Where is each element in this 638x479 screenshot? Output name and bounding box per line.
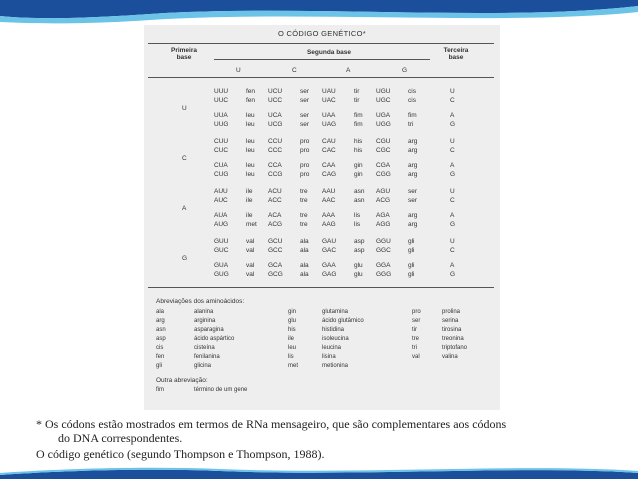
codon-cell: AGA xyxy=(376,212,390,219)
third-base-cell: A xyxy=(450,212,455,219)
amino-acid-cell: asp xyxy=(354,247,365,254)
codon-row xyxy=(144,220,500,229)
codon-cell: UGA xyxy=(376,112,391,119)
codon-cell: ACG xyxy=(268,221,283,228)
amino-acid-cell: fen xyxy=(246,88,256,95)
abbreviations-title: Abreviações dos aminoácidos: xyxy=(156,298,245,305)
amino-acid-cell: val xyxy=(246,238,255,245)
amino-acid-cell: arg xyxy=(408,162,418,169)
codon-cell: UAG xyxy=(322,121,337,128)
amino-acid-cell: leu xyxy=(246,121,255,128)
abbreviation-code: gin xyxy=(288,309,297,315)
decorative-wave-bottom xyxy=(0,459,638,479)
codon-cell: UCG xyxy=(268,121,283,128)
amino-acid-cell: his xyxy=(354,147,363,154)
codon-cell: AUU xyxy=(214,188,228,195)
amino-acid-cell: ile xyxy=(246,188,253,195)
abbreviation-code: pro xyxy=(412,309,421,315)
abbreviation-name: fenilanina xyxy=(194,354,220,360)
codon-row xyxy=(144,170,500,179)
codon-row xyxy=(144,246,500,255)
abbreviation-name: histidina xyxy=(322,327,345,333)
amino-acid-cell: ser xyxy=(300,97,310,104)
amino-acid-cell: tir xyxy=(354,97,360,104)
codon-cell: UUA xyxy=(214,112,228,119)
second-base-label: A xyxy=(346,67,351,74)
amino-acid-cell: pro xyxy=(300,138,310,145)
abbreviation-row xyxy=(144,344,500,352)
amino-acid-cell: tre xyxy=(300,212,308,219)
first-base-label: A xyxy=(182,205,187,212)
codon-cell: CUG xyxy=(214,171,229,178)
amino-acid-cell: pro xyxy=(300,162,310,169)
amino-acid-cell: fim xyxy=(354,121,363,128)
abbreviation-code: cis xyxy=(156,345,164,351)
amino-acid-cell: pro xyxy=(300,147,310,154)
third-base-cell: G xyxy=(450,221,456,228)
amino-acid-cell: gli xyxy=(408,271,415,278)
abbreviation-code: asn xyxy=(156,327,166,333)
codon-cell: CCU xyxy=(268,138,283,145)
abbreviation-code: met xyxy=(288,363,299,369)
codon-row xyxy=(144,161,500,170)
codon-cell: UCA xyxy=(268,112,282,119)
other-abbreviation-row xyxy=(144,386,500,394)
codon-cell: GUA xyxy=(214,262,229,269)
amino-acid-cell: tre xyxy=(300,221,308,228)
codon-cell: ACC xyxy=(268,197,282,204)
abbreviation-code: his xyxy=(288,327,296,333)
codon-cell: AAU xyxy=(322,188,336,195)
abbreviation-name: treonina xyxy=(442,336,464,342)
codon-cell: GCA xyxy=(268,262,283,269)
amino-acid-cell: asn xyxy=(354,197,365,204)
codon-cell: UUU xyxy=(214,88,229,95)
codon-cell: AGG xyxy=(376,221,391,228)
codon-cell: CCG xyxy=(268,171,283,178)
codon-cell: AAA xyxy=(322,212,336,219)
codon-cell: UGU xyxy=(376,88,391,95)
codon-cell: AUG xyxy=(214,221,229,228)
first-base-label: U xyxy=(182,105,187,112)
codon-block xyxy=(144,237,500,282)
amino-acid-cell: leu xyxy=(246,171,255,178)
amino-acid-cell: gli xyxy=(408,262,415,269)
abbreviation-row xyxy=(144,353,500,361)
codon-row xyxy=(144,96,500,105)
codon-block xyxy=(144,137,500,182)
codon-cell: GUU xyxy=(214,238,229,245)
codon-cell: CAA xyxy=(322,162,336,169)
amino-acid-cell: tre xyxy=(300,197,308,204)
scan-title: O CÓDIGO GENÉTICO* xyxy=(278,29,366,38)
codon-cell: CAG xyxy=(322,171,337,178)
codon-cell: ACG xyxy=(376,197,391,204)
amino-acid-cell: tre xyxy=(300,188,308,195)
codon-block xyxy=(144,87,500,132)
other-abbr-meaning: término de um gene xyxy=(194,387,248,393)
abbreviation-code: leu xyxy=(288,345,297,351)
abbreviation-code: ala xyxy=(156,309,165,315)
abbreviation-row xyxy=(144,308,500,316)
codon-cell: UAC xyxy=(322,97,336,104)
abbreviation-row xyxy=(144,317,500,325)
amino-acid-cell: ile xyxy=(246,197,253,204)
codon-cell: UGG xyxy=(376,121,391,128)
amino-acid-cell: pro xyxy=(300,171,310,178)
abbreviation-name: alanina xyxy=(194,309,214,315)
codon-cell: CUC xyxy=(214,147,229,154)
abbreviation-code: lis xyxy=(288,354,294,360)
codon-row xyxy=(144,237,500,246)
abbreviation-code: tre xyxy=(412,336,420,342)
amino-acid-cell: ser xyxy=(408,188,418,195)
third-base-cell: A xyxy=(450,162,455,169)
abbreviation-code: tri xyxy=(412,345,417,351)
codon-cell: GGU xyxy=(376,238,391,245)
amino-acid-cell: tri xyxy=(408,121,414,128)
codon-cell: GUC xyxy=(214,247,229,254)
abbreviation-name: glicina xyxy=(194,363,212,369)
amino-acid-cell: lis xyxy=(354,221,361,228)
codon-cell: GGA xyxy=(376,262,391,269)
other-abbr-code: fim xyxy=(156,387,164,393)
third-base-cell: U xyxy=(450,138,455,145)
abbreviation-code: ser xyxy=(412,318,421,324)
abbreviation-row xyxy=(144,362,500,370)
third-base-cell: U xyxy=(450,88,455,95)
amino-acid-cell: tir xyxy=(354,88,360,95)
abbreviation-name: prolina xyxy=(442,309,461,315)
codon-cell: GAU xyxy=(322,238,337,245)
amino-acid-cell: gli xyxy=(408,247,415,254)
amino-acid-cell: cis xyxy=(408,97,416,104)
amino-acid-cell: arg xyxy=(408,221,418,228)
abbreviation-name: lisina xyxy=(322,354,336,360)
amino-acid-cell: ile xyxy=(246,212,253,219)
codon-cell: GCG xyxy=(268,271,283,278)
codon-cell: UAA xyxy=(322,112,336,119)
codon-row xyxy=(144,137,500,146)
header-first-base: Primeira base xyxy=(170,47,198,61)
codon-cell: ACU xyxy=(268,188,282,195)
codon-cell: GUG xyxy=(214,271,229,278)
codon-cell: UCC xyxy=(268,97,283,104)
codon-cell: UCU xyxy=(268,88,283,95)
abbreviation-code: gli xyxy=(156,363,163,369)
codon-cell: AUA xyxy=(214,212,228,219)
codon-cell: GCC xyxy=(268,247,283,254)
abbreviation-name: serina xyxy=(442,318,459,324)
codon-cell: CGC xyxy=(376,147,391,154)
third-base-cell: A xyxy=(450,262,455,269)
amino-acid-cell: glu xyxy=(354,271,363,278)
amino-acid-cell: arg xyxy=(408,138,418,145)
amino-acid-cell: fim xyxy=(408,112,417,119)
codon-cell: GAG xyxy=(322,271,337,278)
second-base-label: U xyxy=(236,67,241,74)
third-base-cell: U xyxy=(450,238,455,245)
amino-acid-cell: fim xyxy=(354,112,363,119)
codon-cell: GGG xyxy=(376,271,392,278)
abbreviation-name: asparagina xyxy=(194,327,224,333)
codon-row xyxy=(144,270,500,279)
first-base-label: G xyxy=(182,255,188,262)
amino-acid-cell: ala xyxy=(300,262,309,269)
codon-row xyxy=(144,187,500,196)
abbreviation-name: isoleucina xyxy=(322,336,349,342)
amino-acid-cell: asp xyxy=(354,238,365,245)
codon-row xyxy=(144,111,500,120)
codon-cell: AUC xyxy=(214,197,228,204)
codon-cell: AGU xyxy=(376,188,391,195)
amino-acid-cell: arg xyxy=(408,171,418,178)
amino-acid-cell: lis xyxy=(354,212,361,219)
third-base-cell: C xyxy=(450,97,455,104)
abbreviation-name: ácido glutâmico xyxy=(322,318,364,324)
codon-row xyxy=(144,87,500,96)
abbreviation-name: arginina xyxy=(194,318,216,324)
abbreviation-code: asp xyxy=(156,336,166,342)
amino-acid-cell: ala xyxy=(300,238,309,245)
abbreviation-name: leucina xyxy=(322,345,342,351)
amino-acid-cell: ala xyxy=(300,271,309,278)
codon-cell: GGC xyxy=(376,247,391,254)
amino-acid-cell: leu xyxy=(246,138,255,145)
amino-acid-cell: val xyxy=(246,271,255,278)
amino-acid-cell: leu xyxy=(246,147,255,154)
footnote-line-1: * Os códons estão mostrados em termos de RNa mensageiro, que são complementares aos códons xyxy=(36,417,507,431)
header-third-base: Terceira base xyxy=(443,47,469,61)
amino-acid-cell: ser xyxy=(300,112,310,119)
abbreviation-code: arg xyxy=(156,318,165,324)
footnote-line-2: do DNA correspondentes. xyxy=(58,431,183,445)
codon-cell: ACA xyxy=(268,212,282,219)
genetic-code-table-image xyxy=(144,25,500,410)
third-base-cell: C xyxy=(450,147,455,154)
amino-acid-cell: ser xyxy=(408,197,418,204)
abbreviation-code: ile xyxy=(288,336,295,342)
codon-row xyxy=(144,120,500,129)
amino-acid-cell: arg xyxy=(408,212,418,219)
amino-acid-cell: leu xyxy=(246,162,255,169)
third-base-cell: G xyxy=(450,171,456,178)
codon-block xyxy=(144,187,500,232)
codon-cell: GAC xyxy=(322,247,337,254)
codon-cell: CGU xyxy=(376,138,391,145)
abbreviation-code: glu xyxy=(288,318,297,324)
abbreviation-code: tir xyxy=(412,327,417,333)
amino-acid-cell: ser xyxy=(300,121,310,128)
third-base-cell: A xyxy=(450,112,455,119)
codon-cell: UUG xyxy=(214,121,229,128)
amino-acid-cell: val xyxy=(246,247,255,254)
figure-source: O código genético (segundo Thompson e Thompson, 1988). xyxy=(36,447,325,461)
abbreviation-name: glutamina xyxy=(322,309,349,315)
second-base-label: G xyxy=(402,67,408,74)
codon-cell: CCA xyxy=(268,162,282,169)
amino-acid-cell: asn xyxy=(354,188,365,195)
table-top-rule xyxy=(148,43,494,44)
amino-acid-cell: ala xyxy=(300,247,309,254)
amino-acid-cell: val xyxy=(246,262,255,269)
third-base-cell: C xyxy=(450,247,455,254)
amino-acid-cell: gli xyxy=(408,238,415,245)
codon-cell: UGC xyxy=(376,97,391,104)
codon-cell: GAA xyxy=(322,262,336,269)
codon-cell: AAG xyxy=(322,221,336,228)
amino-acid-cell: cis xyxy=(408,88,416,95)
amino-acid-cell: glu xyxy=(354,262,363,269)
abbreviation-row xyxy=(144,326,500,334)
third-base-cell: U xyxy=(450,188,455,195)
codon-cell: CUA xyxy=(214,162,228,169)
table-bottom-rule xyxy=(148,287,494,288)
abbreviation-row xyxy=(144,335,500,343)
codon-cell: CCC xyxy=(268,147,283,154)
codon-cell: CGG xyxy=(376,171,391,178)
other-abbreviation-title: Outra abreviação: xyxy=(156,377,208,384)
abbreviation-name: metionina xyxy=(322,363,349,369)
codon-row xyxy=(144,261,500,270)
third-base-cell: C xyxy=(450,197,455,204)
second-base-label: C xyxy=(292,67,297,74)
codon-cell: CUU xyxy=(214,138,229,145)
amino-acid-cell: his xyxy=(354,138,363,145)
abbreviation-name: ácido aspártico xyxy=(194,336,235,342)
abbreviation-code: val xyxy=(412,354,420,360)
amino-acid-cell: fen xyxy=(246,97,256,104)
abbreviation-name: cisteína xyxy=(194,345,215,351)
amino-acid-cell: gin xyxy=(354,171,363,178)
codon-cell: AAC xyxy=(322,197,336,204)
third-base-cell: G xyxy=(450,271,456,278)
amino-acid-cell: gin xyxy=(354,162,363,169)
amino-acid-cell: met xyxy=(246,221,257,228)
codon-cell: GCU xyxy=(268,238,283,245)
codon-row xyxy=(144,146,500,155)
header-bottom-rule xyxy=(148,77,494,78)
codon-row xyxy=(144,196,500,205)
codon-cell: UAU xyxy=(322,88,336,95)
amino-acid-cell: leu xyxy=(246,112,255,119)
codon-cell: UUC xyxy=(214,97,229,104)
codon-cell: CGA xyxy=(376,162,391,169)
amino-acid-cell: arg xyxy=(408,147,418,154)
header-second-base: Segunda base xyxy=(306,49,352,56)
abbreviation-name: triptofano xyxy=(442,345,468,351)
codon-cell: CAU xyxy=(322,138,336,145)
abbreviation-code: fen xyxy=(156,354,165,360)
codon-row xyxy=(144,211,500,220)
third-base-cell: G xyxy=(450,121,456,128)
abbreviation-name: valina xyxy=(442,354,458,360)
abbreviation-name: tirosina xyxy=(442,327,462,333)
amino-acid-cell: ser xyxy=(300,88,310,95)
second-base-rule xyxy=(214,59,430,60)
codon-cell: CAC xyxy=(322,147,336,154)
first-base-label: C xyxy=(182,155,187,162)
